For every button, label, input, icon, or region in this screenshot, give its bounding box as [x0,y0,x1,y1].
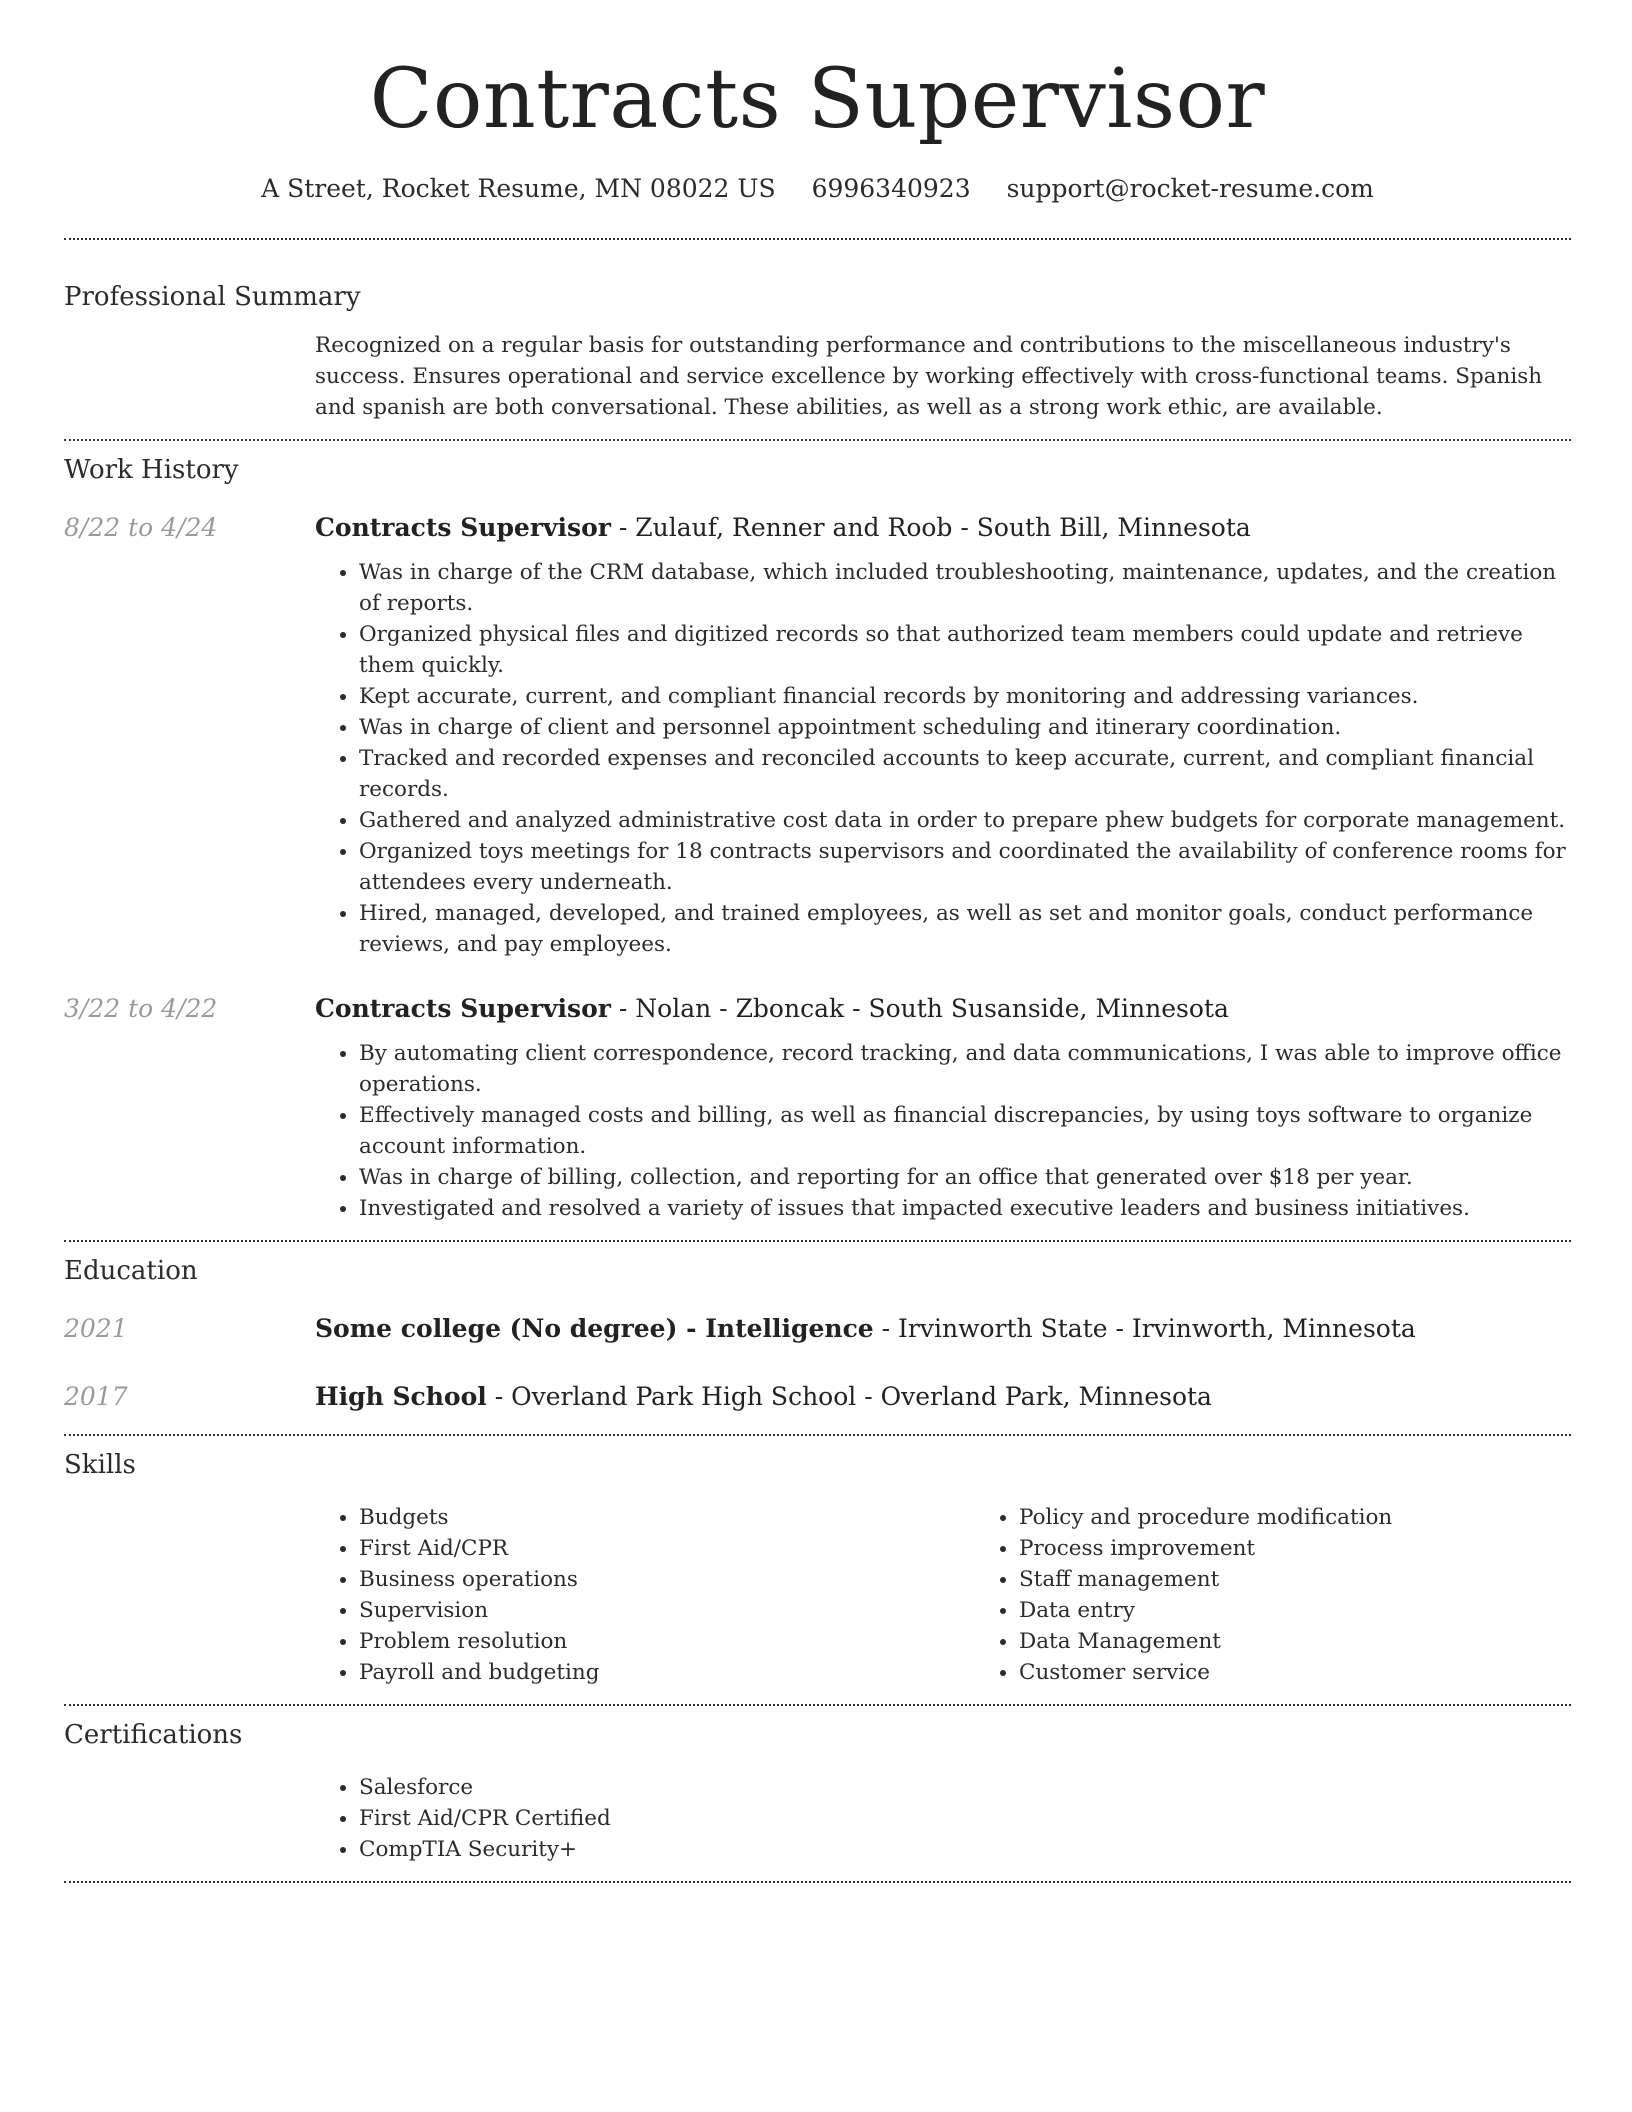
section-title: Professional Summary [64,282,361,312]
section-title: Education [64,1256,198,1286]
skills-spacer [64,1502,315,1688]
list-item: • Kept accurate, current, and compliant financial records by monitoring and addressing variances. [359,681,1571,712]
education-section [64,1254,1571,1414]
certification-item: • Salesforce [359,1772,1571,1803]
skills-list-left [315,1502,975,1688]
certifications-spacer [64,1772,315,1865]
contact-address: A Street, Rocket Resume, MN 08022 US [261,174,776,203]
skills-section [64,1448,1571,1688]
candidate-name: Contracts Supervisor [369,52,1266,147]
job-entry [64,992,1571,1224]
skill-item: • Supervision [359,1595,975,1626]
skill-item: • Data entry [1019,1595,1632,1626]
list-item: • Investigated and resolved a variety of issues that impacted executive leaders and business initiatives. [359,1193,1571,1224]
summary-spacer [64,330,315,423]
list-item: • Effectively managed costs and billing, as well as financial discrepancies, by using toys software to organize account information. [359,1100,1571,1162]
resume-page [64,0,1571,1883]
divider [64,439,1571,441]
skill-item: • Policy and procedure modification [1019,1502,1632,1533]
contact-line [64,172,1571,206]
education-entry [64,1380,1571,1414]
list-item: • Was in charge of the CRM database, which included troubleshooting, maintenance, updates, and the creation of reports. [359,557,1571,619]
list-item: • Was in charge of billing, collection, and reporting for an office that generated over $18 per year. [359,1162,1571,1193]
divider [64,238,1571,240]
list-item: • Tracked and recorded expenses and reconciled accounts to keep accurate, current, and compliant financial records. [359,743,1571,805]
education-year: 2017 [64,1382,128,1411]
contact-phone: 6996340923 [811,174,971,203]
skill-item: • Payroll and budgeting [359,1657,975,1688]
job-dates: 3/22 to 4/22 [64,994,218,1023]
resume-header [64,0,1571,206]
summary-text: Recognized on a regular basis for outstanding performance and contributions to the miscellaneous industry's success. Ensures operational and service excellence by working effectively with cross-functional teams. Spanish and spanish are both conversational. These abilities, as well as a strong work ethic, are available. [315,333,1543,420]
section-title: Skills [64,1450,136,1480]
education-details: - Overland Park High School - Overland Park, Minnesota [486,1382,1212,1411]
skill-item: • First Aid/CPR [359,1533,975,1564]
section-title: Certifications [64,1720,243,1750]
certification-item: • First Aid/CPR Certified [359,1803,1571,1834]
job-bullets [315,557,1571,960]
list-item: • By automating client correspondence, record tracking, and data communications, I was able to improve office operations. [359,1038,1571,1100]
skill-item: • Customer service [1019,1657,1632,1688]
divider [64,1881,1571,1883]
contact-email: support@rocket-resume.com [1006,174,1374,203]
skill-item: • Staff management [1019,1564,1632,1595]
certification-item: • CompTIA Security+ [359,1834,1571,1865]
summary-section [64,280,1571,423]
job-heading [315,511,1571,545]
education-year: 2021 [64,1314,128,1343]
education-degree: Some college (No degree) - Intelligence [315,1314,874,1343]
job-role: Contracts Supervisor [315,994,611,1023]
list-item: • Hired, managed, developed, and trained employees, as well as set and monitor goals, conduct performance reviews, and pay employees. [359,898,1571,960]
list-item: • Organized physical files and digitized records so that authorized team members could update and retrieve them quickly. [359,619,1571,681]
list-item: • Organized toys meetings for 18 contracts supervisors and coordinated the availability of conference rooms for attendees every underneath. [359,836,1571,898]
skill-item: • Process improvement [1019,1533,1632,1564]
job-role: Contracts Supervisor [315,513,611,542]
education-details: - Irvinworth State - Irvinworth, Minnesota [873,1314,1416,1343]
divider [64,1704,1571,1706]
job-entry [64,511,1571,960]
job-heading [315,992,1571,1026]
skill-item: • Problem resolution [359,1626,975,1657]
list-item: • Gathered and analyzed administrative cost data in order to prepare phew budgets for corporate management. [359,805,1571,836]
certifications-list [315,1772,1571,1865]
job-details: - Nolan - Zboncak - South Susanside, Minnesota [610,994,1229,1023]
divider [64,1434,1571,1436]
skill-item: • Data Management [1019,1626,1632,1657]
certifications-section [64,1718,1571,1865]
job-details: - Zulauf, Renner and Roob - South Bill, Minnesota [610,513,1251,542]
skill-item: • Budgets [359,1502,975,1533]
skills-list-right [975,1502,1632,1688]
job-dates: 8/22 to 4/24 [64,513,218,542]
work-history-section [64,453,1571,1224]
divider [64,1240,1571,1242]
skill-item: • Business operations [359,1564,975,1595]
education-degree: High School [315,1382,487,1411]
list-item: • Was in charge of client and personnel appointment scheduling and itinerary coordination. [359,712,1571,743]
job-bullets [315,1038,1571,1224]
section-title: Work History [64,455,239,485]
education-entry [64,1312,1571,1346]
